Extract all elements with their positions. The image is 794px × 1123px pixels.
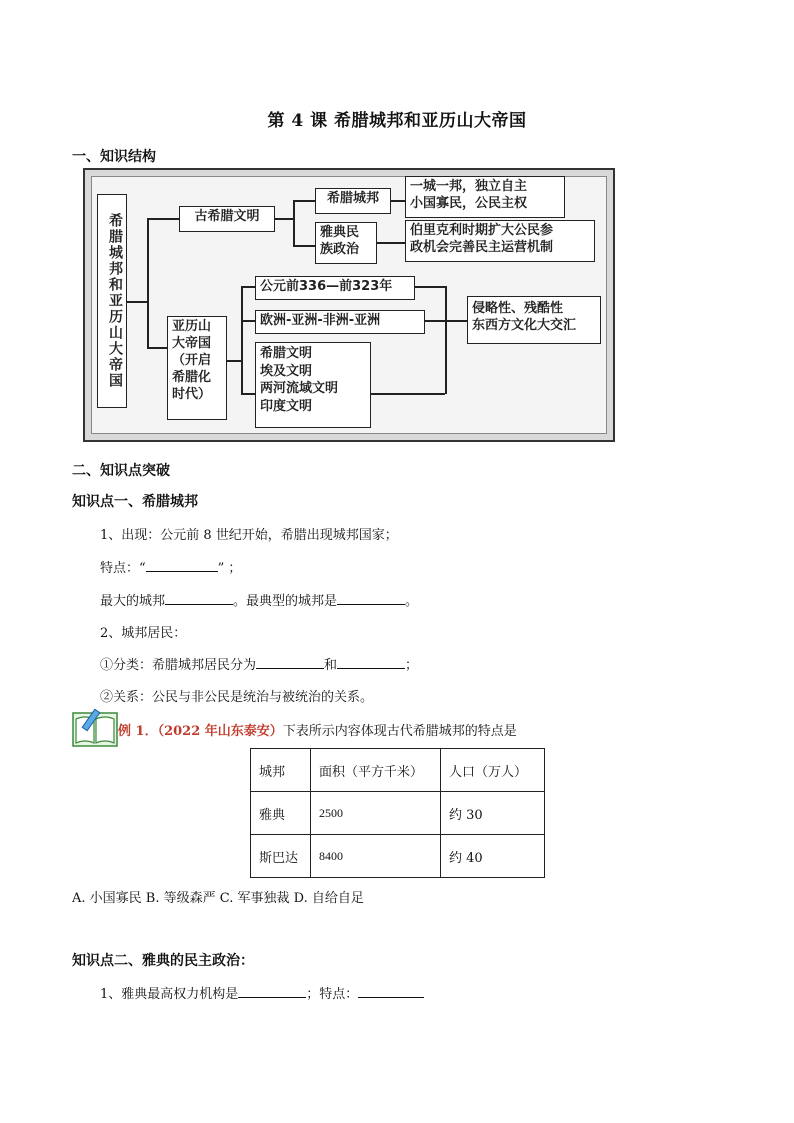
section-heading-structure: 一、知识结构 [72,149,156,165]
table-cell: 斯巴达 [251,835,311,878]
diagram-ancient-greece: 古希腊文明 [179,206,275,232]
nature-line-1: 侵略性、残酷性 [472,301,564,316]
kp1-line-5-c: ； [405,658,419,673]
table-cell: 2500 [311,792,441,835]
diagram-city-state: 希腊城邦 [315,188,391,214]
kp1-line-1: 1、出现：公元前 8 世纪开始，希腊出现城邦国家； [100,528,398,543]
kp1-line-2 [100,557,241,576]
table-header: 面积（平方千米） [311,749,441,792]
pericles-line-1: 伯里克利时期扩大公民参 [410,223,554,238]
kp1-line-4: 2、城邦居民： [100,626,187,641]
kp1-line-2-end: ” ； [217,561,242,576]
kp2-line-1 [100,983,424,1002]
civ-mesopotamia: 两河流域文明 [260,381,339,397]
table-cell: 8400 [311,835,441,878]
table-cell: 雅典 [251,792,311,835]
kp1-line-3-a: 最大的城邦 [100,594,166,609]
athens-line-1: 雅典民 [320,225,360,240]
blank-highest-authority[interactable] [238,985,306,998]
alexander-line-5: 时代） [172,386,212,402]
table-row [251,792,545,835]
alexander-line-2: 大帝国 [172,335,212,351]
nature-line-2: 东西方文化大交汇 [472,317,577,333]
example-label: 例 1．（2022 年山东泰安） [118,724,283,739]
civ-india: 印度文明 [260,398,313,414]
kp1-line-5 [100,654,418,673]
kp1-line-2-start: 特点：“ [100,561,146,576]
diagram-alexander-empire [167,316,227,420]
table-cell: 约 40 [441,835,545,878]
example-options: A. 小国寡民 B. 等级森严 C. 军事独裁 D. 自给自足 [72,891,364,906]
knowledge-structure-diagram [83,168,615,442]
diagram-pericles [405,220,595,262]
kp2-line-1-b: ；特点： [306,987,359,1002]
alexander-line-4: 希腊化 [172,369,212,385]
diagram-city-state-features [405,176,565,218]
feature-line-1: 一城一邦，独立自主 [410,179,528,194]
kp1-heading: 知识点一、希腊城邦 [72,494,198,510]
diagram-civilizations [255,342,371,428]
table-header: 人口（万人） [441,749,545,792]
diagram-athens-democracy [315,222,377,264]
civ-greece: 希腊文明 [260,346,313,361]
table-row [251,835,545,878]
kp1-line-5-a: ①分类：希腊城邦居民分为 [100,658,257,673]
kp1-line-3-b: 。最典型的城邦是 [233,594,338,609]
blank-resident-type-1[interactable] [256,656,324,669]
civ-egypt: 埃及文明 [260,363,313,379]
diagram-region: 欧洲-亚洲-非洲-亚洲 [255,310,425,334]
example-1 [118,720,517,739]
kp1-line-6: ②关系：公民与非公民是统治与被统治的关系。 [100,690,374,705]
example-text: 下表所示内容体现古代希腊城邦的特点是 [282,724,517,739]
table-header-row [251,749,545,792]
blank-typical-city[interactable] [337,592,405,605]
kp2-heading: 知识点二、雅典的民主政治： [72,953,254,969]
alexander-line-1: 亚历山 [172,319,212,334]
blank-resident-type-2[interactable] [337,656,405,669]
blank-largest-city[interactable] [165,592,233,605]
kp1-line-5-b: 和 [324,658,338,673]
pericles-line-2: 政机会完善民主运营机制 [410,239,554,255]
diagram-root: 希腊城邦和亚历山大帝国 [97,194,127,408]
kp2-line-1-a: 1、雅典最高权力机构是 [100,987,239,1002]
city-state-table [250,748,545,878]
table-cell: 约 30 [441,792,545,835]
table-header: 城邦 [251,749,311,792]
diagram-nature [467,296,601,344]
book-pencil-icon [72,709,118,747]
feature-line-2: 小国寡民，公民主权 [410,195,528,211]
blank-authority-feature[interactable] [358,985,424,998]
kp1-line-3-c: 。 [405,594,419,609]
diagram-period: 公元前336—前323年 [255,276,415,300]
blank-feature[interactable] [146,559,218,572]
kp1-line-3 [100,590,418,609]
athens-line-2: 族政治 [320,241,360,257]
section-heading-breakthrough: 二、知识点突破 [72,463,170,479]
alexander-line-3: （开启 [172,352,212,368]
page-title: 第 4 课 希腊城邦和亚历山大帝国 [267,111,527,131]
